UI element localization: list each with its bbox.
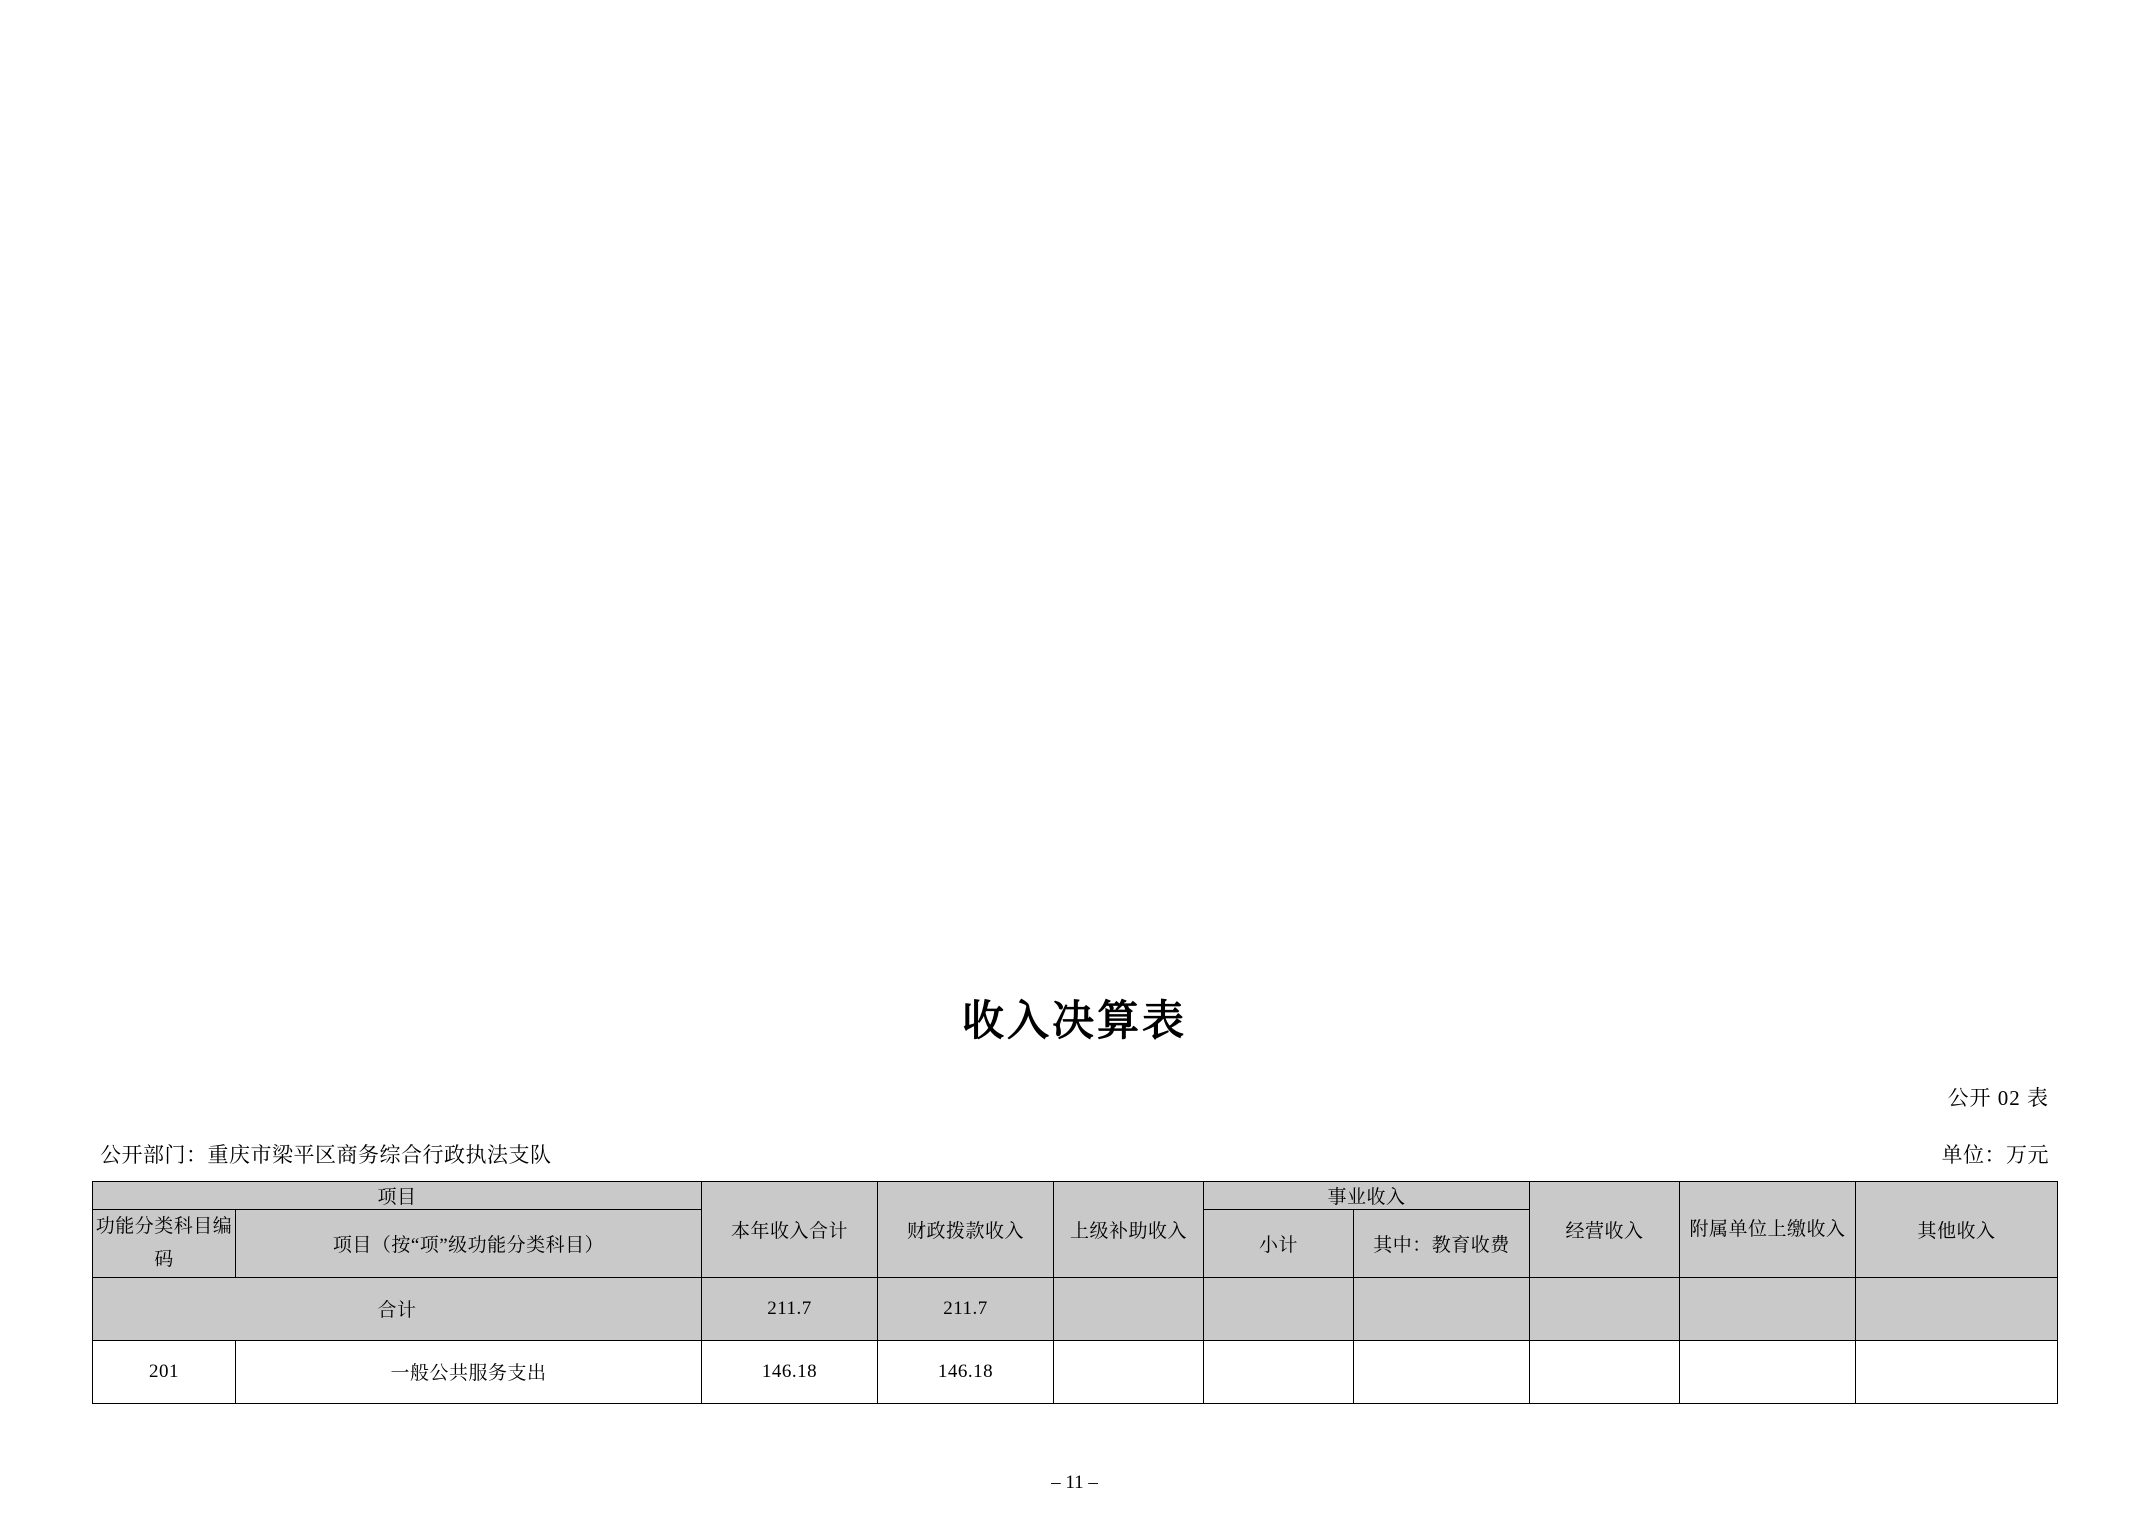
cell-fiscal-appropriation: 146.18	[878, 1340, 1054, 1403]
header-other-income: 其他收入	[1856, 1182, 2058, 1278]
cell-operating-income	[1530, 1340, 1680, 1403]
cell-year-total: 146.18	[702, 1340, 878, 1403]
cell-other-income	[1856, 1340, 2058, 1403]
unit-line: 单位：万元	[1941, 1143, 2049, 1167]
row-label-total: 合计	[93, 1277, 702, 1340]
cell-fiscal-appropriation: 211.7	[878, 1277, 1054, 1340]
page-number: – 11 –	[1051, 1472, 1098, 1493]
cell-function-code: 201	[93, 1340, 236, 1403]
cell-other-income	[1856, 1277, 2058, 1340]
table-row	[93, 1277, 2058, 1340]
header-year-total: 本年收入合计	[702, 1182, 878, 1278]
header-fiscal-appropriation: 财政拨款收入	[878, 1182, 1054, 1278]
header-business-subtotal: 小计	[1204, 1210, 1354, 1278]
cell-subordinate-remit	[1680, 1340, 1856, 1403]
income-final-accounts-table	[92, 1181, 2058, 1404]
sheet-number: 公开 02 表	[1947, 1086, 2049, 1110]
cell-business-subtotal	[1204, 1277, 1354, 1340]
cell-superior-subsidy	[1054, 1340, 1204, 1403]
table-header-row-1	[93, 1182, 2058, 1210]
cell-year-total: 211.7	[702, 1277, 878, 1340]
header-project-name: 项目（按“项”级功能分类科目）	[236, 1210, 702, 1278]
table-row	[93, 1340, 2058, 1403]
cell-project-name: 一般公共服务支出	[236, 1340, 702, 1403]
header-superior-subsidy: 上级补助收入	[1054, 1182, 1204, 1278]
header-subordinate-remit: 附属单位上缴收入	[1680, 1182, 1856, 1278]
cell-business-education-fee	[1354, 1277, 1530, 1340]
header-business-income-group: 事业收入	[1204, 1182, 1530, 1210]
cell-operating-income	[1530, 1277, 1680, 1340]
header-operating-income: 经营收入	[1530, 1182, 1680, 1278]
header-project-group: 项目	[93, 1182, 702, 1210]
header-business-education-fee: 其中：教育收费	[1354, 1210, 1530, 1278]
header-function-code: 功能分类科目编码	[93, 1210, 236, 1278]
cell-subordinate-remit	[1680, 1277, 1856, 1340]
department-line: 公开部门：重庆市梁平区商务综合行政执法支队	[100, 1143, 552, 1167]
cell-superior-subsidy	[1054, 1277, 1204, 1340]
cell-business-education-fee	[1354, 1340, 1530, 1403]
page-title: 收入决算表	[961, 996, 1187, 1045]
cell-business-subtotal	[1204, 1340, 1354, 1403]
